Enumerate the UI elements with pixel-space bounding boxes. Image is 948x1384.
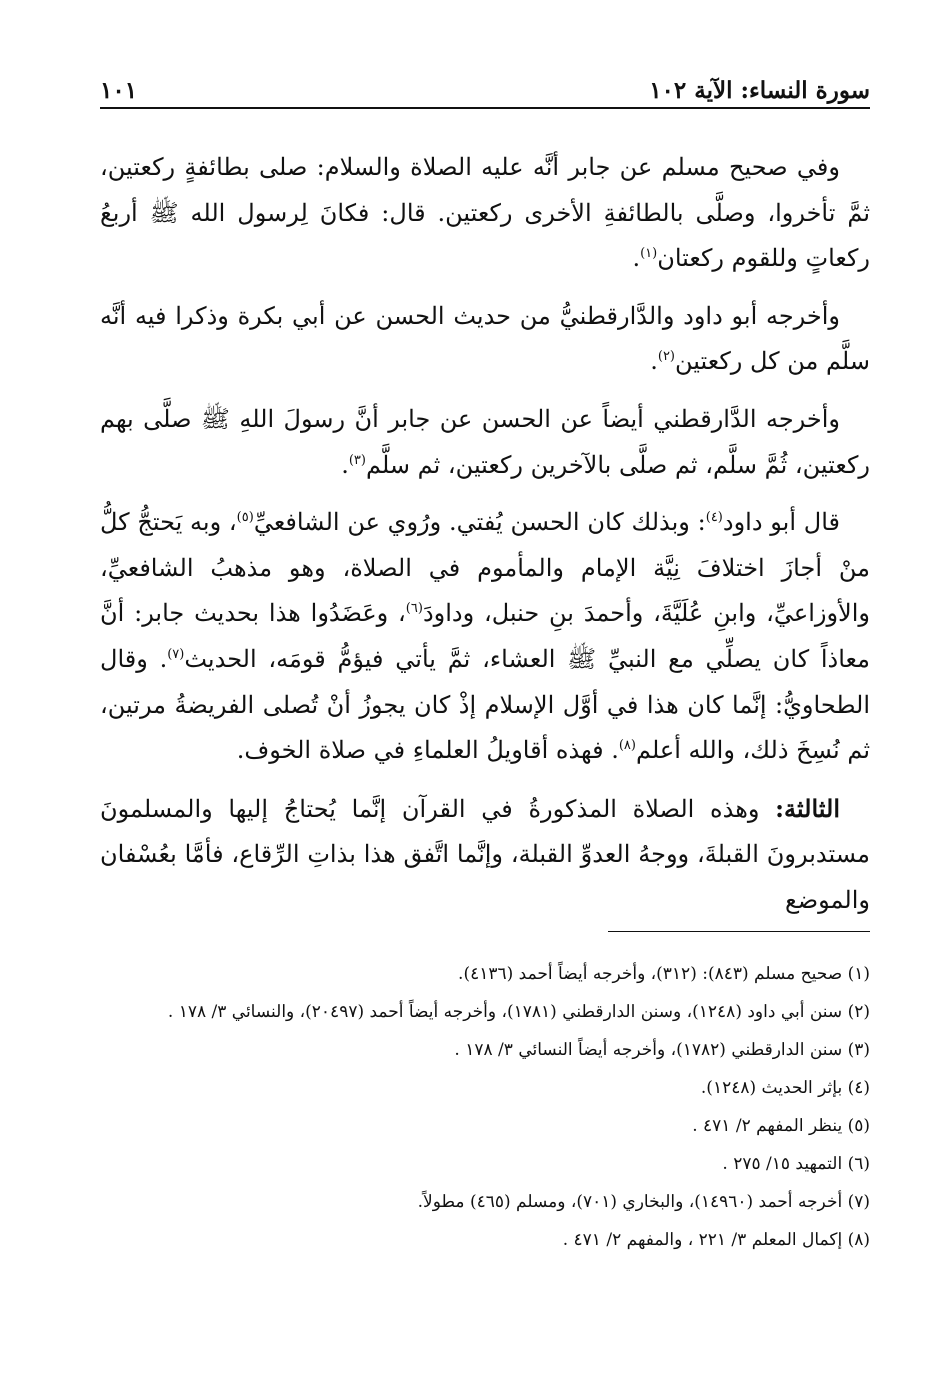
footnote-ref-2: (٢) (657, 349, 675, 365)
page-number: ١٠١ (100, 77, 138, 104)
footnote-4: (٤) بإثر الحديث (١٢٤٨). (700, 1078, 870, 1098)
footnote-7: (٧) أخرجه أحمد (١٤٩٦٠)، والبخاري (٧٠١)، ومسلم (٤٦٥) مطولاً. (417, 1192, 870, 1212)
footnote-ref-7: (٧) (167, 646, 185, 662)
footnote-6: (٦) التمهيد ١٥/ ٢٧٥ . (722, 1154, 870, 1174)
footnote-separator (608, 931, 870, 932)
footnote-ref-1: (١) (640, 246, 658, 262)
paragraph-4: قال أبو داود$^{(٤)}$: وبذلك كان الحسن يُفتي. ورُوي عن الشافعيِّ$^{(٥)}$، وبه يَحتجُّ كلُّ منْ أجازَ اختلافَ نِيَّة الإمام والمأموم في الصلاة، وهو مذهبُ الشافعيِّ، والأوزاعيِّ، وابنِ عُلَيَّةَ، وأحمدَ بنِ حنبل، وداودَ$^{(٦)}$، وعَضَدُوا هذا بحديث جابر: أنَّ معاذاً كان يصلِّي مع النبيِّ ﷺ العشاء، ثمَّ يأتي فيؤمُّ قومَه، الحديث$^{(٧)}$. وقال الطحاويُّ: إنَّما كان هذا في أوَّل الإسلام إذْ كان يجوزُ أنْ تُصلى الفريضةُ مرتين، ثم نُسِخَ ذلك، والله أعلم$^{(٨)}$. فهذه أقاويلُ العلماءِ في صلاة الخوف. (100, 508, 870, 765)
footnote-ref-6: (٦) (405, 601, 423, 617)
footnote-2: (٢) سنن أبي داود (١٢٤٨)، وسنن الدارقطني (١٧٨١)، وأخرجه أيضاً أحمد (٢٠٤٩٧)، والنسائي ٣/ ١٧٨ . (167, 1002, 870, 1022)
footnote-1: (١) صحيح مسلم (٨٤٣): (٣١٢)، وأخرجه أيضاً أحمد (٤١٣٦). (458, 964, 870, 984)
footnote-5: (٥) ينظر المفهم ٢/ ٤٧١ . (692, 1116, 870, 1136)
paragraph-1: وفي صحيح مسلم عن جابر أنَّه عليه الصلاة والسلام: صلى بطائفةٍ ركعتين، ثمَّ تأخروا، وصلَّى بالطائفةِ الأخرى ركعتين. قال: فكانَ لِرسول الله ﷺ أربعُ ركعاتٍ وللقوم ركعتان$^{(١)}$. (100, 153, 870, 273)
paragraph-2: وأخرجه أبو داود والدَّارقطنيُّ من حديث الحسن عن أبي بكرة وذكرا فيه أنَّه سلَّم من كل ركعتين$^{(٢)}$. (100, 301, 870, 376)
surah-title: سورة النساء: الآية ١٠٢ (649, 77, 870, 104)
paragraph-5: الثالثة: وهذه الصلاة المذكورةُ في القرآن إنَّما يُحتاجُ إليها والمسلمونَ مستدبرونَ القبلةَ، ووجهُ العدوِّ القبلة، وإنَّما اتَّفق هذا بذاتِ الرِّقاع، فأمَّا بعُسْفان والموضع (100, 793, 870, 914)
footnote-ref-4: (٤) (705, 510, 723, 526)
footnotes (96, 958, 870, 1262)
section-lead-word: الثالثة: (775, 793, 840, 823)
main-text (100, 145, 870, 924)
footnote-ref-5: (٥) (236, 510, 254, 526)
header-rule (100, 107, 870, 109)
footnote-3: (٣) سنن الدارقطني (١٧٨٢)، وأخرجه أيضاً النسائي ٣/ ١٧٨ . (454, 1040, 870, 1060)
footnote-ref-8: (٨) (618, 738, 636, 754)
footnote-ref-3: (٣) (348, 452, 366, 468)
running-header (100, 70, 870, 104)
paragraph-3: وأخرجه الدَّارقطني أيضاً عن الحسن عن جابر أنَّ رسولَ اللهِ ﷺ صلَّى بهم ركعتين، ثُمَّ سلَّم، ثم صلَّى بالآخرين ركعتين، ثم سلَّم$^{(٣)}$. (100, 404, 870, 479)
footnote-8: (٨) إكمال المعلم ٣/ ٢٢١ ، والمفهم ٢/ ٤٧١ . (562, 1230, 870, 1250)
